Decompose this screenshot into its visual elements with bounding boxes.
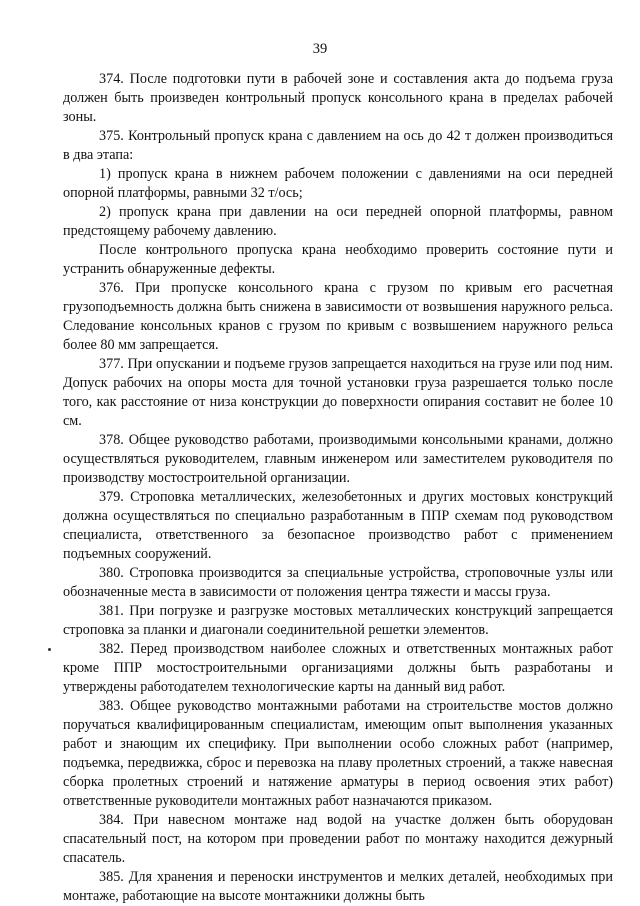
paragraph-378: 378. Общее руководство работами, производимыми консольными кранами, должно осуществляться руководителем, главным инженером или заместителем руководителя по производству мостостроительной организации. xyxy=(63,432,613,486)
paragraph-384: 384. При навесном монтаже над водой на участке должен быть оборудован спасательный пост, на котором при проведении работ по монтажу находится дежурный спасатель. xyxy=(63,812,613,866)
paragraph-380: 380. Строповка производится за специальные устройства, строповочные узлы или обозначенные места в зависимости от положения центра тяжести и массы груза. xyxy=(63,565,613,600)
paragraph-376: 376. При пропуске консольного крана с грузом по кривым его расчетная грузоподъемность должна быть снижена в зависимости от возвышения наружного рельса. Следование консольных кранов с грузом по кривым с возвышением наружного рельса более 80 мм запрещается. xyxy=(63,280,613,353)
paragraph-374: 374. После подготовки пути в рабочей зоне и составления акта до подъема груза должен быть произведен контрольный пропуск консольного крана в пределах рабочей зоны. xyxy=(63,71,613,125)
scan-speck xyxy=(48,648,51,651)
paragraph-375-item-1: 1) пропуск крана в нижнем рабочем положении с давлениями на оси передней опорной платформы, равными 32 т/ось; xyxy=(63,166,613,201)
paragraph-375-item-2: 2) пропуск крана при давлении на оси передней опорной платформы, равном предстоящему рабочему давлению. xyxy=(63,204,613,239)
paragraph-379: 379. Строповка металлических, железобетонных и других мостовых конструкций должна осуществляться по специально разработанным в ППР схемам под руководством специалиста, ответственного за безопасное производство работ с применением подъемных сооружений. xyxy=(63,489,613,562)
paragraph-375-note: После контрольного пропуска крана необходимо проверить состояние пути и устранить обнаруженные дефекты. xyxy=(63,242,613,277)
document-body xyxy=(63,70,613,906)
paragraph-381: 381. При погрузке и разгрузке мостовых металлических конструкций запрещается строповка за планки и диагонали соединительной решетки элементов. xyxy=(63,603,613,638)
paragraph-383: 383. Общее руководство монтажными работами на строительстве мостов должно поручаться квалифицированным специалистам, имеющим опыт выполнения указанных работ и знающим их специфику. При выполнении особо сложных работ (например, подъемка, передвижка, сброс и перевозка на плаву пролетных строений, а также навесная сборка пролетных строений и натяжение арматуры в период освоения этих работ) ответственные руководители монтажных работ назначаются приказом. xyxy=(63,698,613,809)
page-number: 39 xyxy=(312,41,328,57)
paragraph-377: 377. При опускании и подъеме грузов запрещается находиться на грузе или под ним. Допуск рабочих на опоры моста для точной установки груза разрешается только после того, как расстояние от низа конструкции до поверхности опирания составит не более 10 см. xyxy=(63,356,613,429)
paragraph-375: 375. Контрольный пропуск крана с давлением на ось до 42 т должен производиться в два этапа: xyxy=(63,128,613,163)
paragraph-385: 385. Для хранения и переноски инструментов и мелких деталей, необходимых при монтаже, работающие на высоте монтажники должны быть xyxy=(63,869,613,904)
paragraph-382: 382. Перед производством наиболее сложных и ответственных монтажных работ кроме ППР мостостроительными организациями должны быть разработаны и утверждены работодателем технологические карты на данный вид работ. xyxy=(63,641,613,695)
